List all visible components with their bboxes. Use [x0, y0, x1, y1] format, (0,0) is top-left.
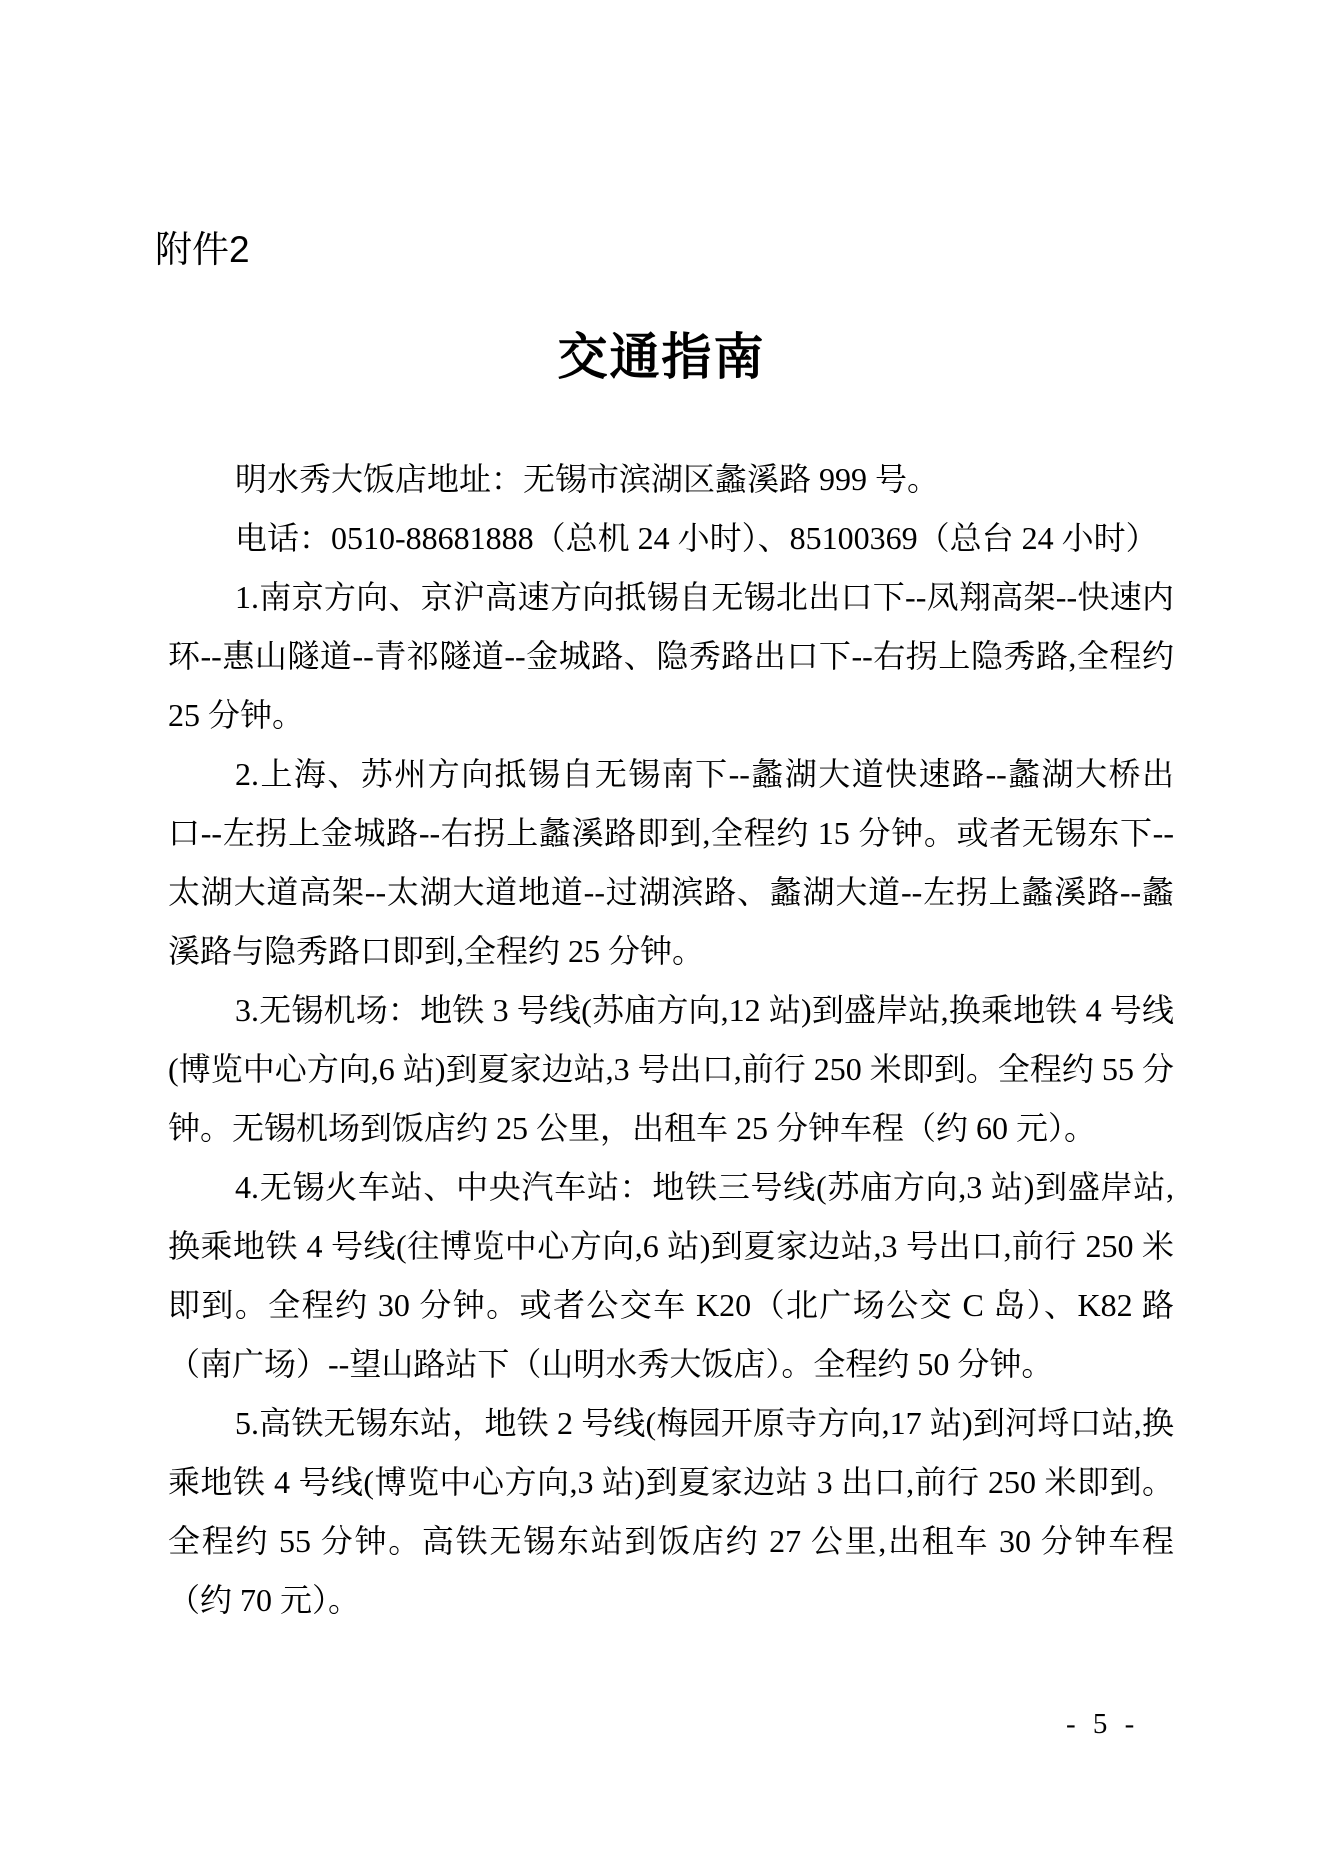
attachment-label: 附件2: [155, 229, 250, 270]
page-number: - 5 -: [1066, 1708, 1140, 1740]
paragraph-phone: 电话：0510-88681888（总机 24 小时）、85100369（总台 24 小时）: [235, 520, 1158, 556]
page-title: 交通指南: [557, 329, 766, 385]
paragraph-route-4-railway-station: 4.无锡火车站、中央汽车站：地铁三号线(苏庙方向,3 站)到盛岸站,换乘地铁 4 号线(往博览中心方向,6 站)到夏家边站,3 号出口,前行 250 米即到。全程约 30 分钟。或者公交车 K20（北广场公交 C 岛）、K82 路（南广场）--望山路站下（山明水秀大饭店）。全程约 50 分钟。: [168, 1169, 1174, 1382]
paragraph-hotel-address: 明水秀大饭店地址：无锡市滨湖区蠡溪路 999 号。: [235, 461, 940, 497]
paragraph-route-5-east-station: 5.高铁无锡东站，地铁 2 号线(梅园开原寺方向,17 站)到河埒口站,换乘地铁 4 号线(博览中心方向,3 站)到夏家边站 3 出口,前行 250 米即到。全程约 55 分钟。高铁无锡东站到饭店约 27 公里,出租车 30 分钟车程（约 70 元）。: [168, 1405, 1174, 1618]
document-body: [168, 450, 1174, 1630]
paragraph-route-1-nanjing: 1.南京方向、京沪高速方向抵锡自无锡北出口下--凤翔高架--快速内环--惠山隧道--青祁隧道--金城路、隐秀路出口下--右拐上隐秀路,全程约 25 分钟。: [168, 579, 1174, 733]
paragraph-route-2-shanghai-suzhou: 2.上海、苏州方向抵锡自无锡南下--蠡湖大道快速路--蠡湖大桥出口--左拐上金城路--右拐上蠡溪路即到,全程约 15 分钟。或者无锡东下--太湖大道高架--太湖大道地道--过湖滨路、蠡湖大道--左拐上蠡溪路--蠡溪路与隐秀路口即到,全程约 25 分钟。: [168, 756, 1174, 969]
paragraph-route-3-airport: 3.无锡机场：地铁 3 号线(苏庙方向,12 站)到盛岸站,换乘地铁 4 号线(博览中心方向,6 站)到夏家边站,3 号出口,前行 250 米即到。全程约 55 分钟。无锡机场到饭店约 25 公里，出租车 25 分钟车程（约 60 元）。: [168, 992, 1174, 1146]
